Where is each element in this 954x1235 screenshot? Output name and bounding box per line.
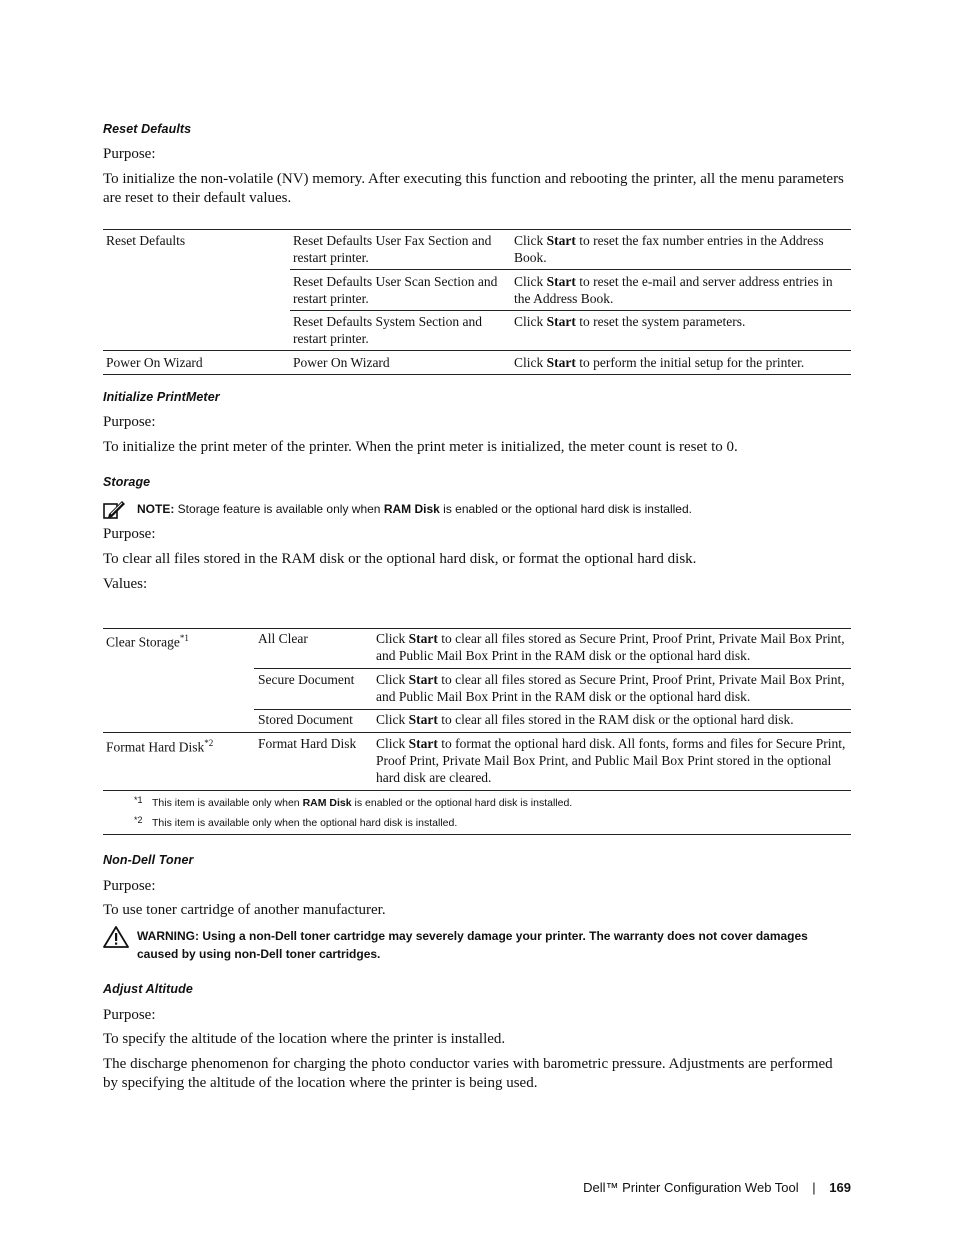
section-heading-reset-defaults: Reset Defaults [103,122,192,136]
table-cell-col2: Reset Defaults System Section and restart printer. [293,314,482,346]
table-rule [103,732,851,733]
table-rule [103,229,851,230]
footer-title: Dell™ Printer Configuration Web Tool [583,1180,799,1195]
table-cell-col2: Format Hard Disk [258,736,357,751]
footnote-mark: *1 [134,795,143,805]
table-rule [103,350,851,351]
purpose-label: Purpose: [103,526,156,542]
table-cell-col3: Click Start to reset the fax number entries in the Address Book. [514,233,824,265]
table-cell-col2: Secure Document [258,672,355,687]
table-cell-col1: Clear Storage$^{*1}$ [106,633,189,650]
table-rule [290,310,851,311]
section-heading-adjust-altitude: Adjust Altitude [103,982,193,996]
purpose-text: To initialize the print meter of the printer. When the print meter is initialized, the meter count is reset to 0. [103,439,738,455]
purpose-label: Purpose: [103,1007,156,1023]
purpose-label: Purpose: [103,414,156,430]
table-cell-col2: Power On Wizard [293,355,390,370]
table-cell-col3: Click Start to clear all files stored as Secure Print, Proof Print, Private Mail Box Print, and Public Mail Box Print in the RAM disk or the optional hard disk. [376,672,845,704]
table-cell-col1: Format Hard Disk$^{*2}$ [106,738,214,755]
footnote-mark: *2 [134,815,143,825]
purpose-text: To clear all files stored in the RAM disk or the optional hard disk, or format the optional hard disk. [103,551,697,567]
section-heading-initialize-printmeter: Initialize PrintMeter [103,390,220,404]
purpose-text: To initialize the non-volatile (NV) memory. After executing this function and rebooting the printer, all the menu parameters are reset to their default values. [103,171,844,206]
table-rule [103,374,851,375]
table-cell-col3: Click Start to perform the initial setup for the printer. [514,355,805,370]
warning-text: WARNING: Using a non-Dell toner cartridge may severely damage your printer. The warranty does not cover damages caused by using non-Dell toner cartridges. [137,929,808,961]
purpose-label: Purpose: [103,878,156,894]
warning-triangle-icon [103,926,129,953]
section-heading-non-dell-toner: Non-Dell Toner [103,853,194,867]
purpose-text: To use toner cartridge of another manufacturer. [103,902,386,918]
table-rule [103,628,851,629]
footnote-text: This item is available only when the optional hard disk is installed. [152,817,458,829]
table-cell-col3: Click Start to clear all files stored in the RAM disk or the optional hard disk. [376,712,794,727]
table-cell-col3: Click Start to reset the e-mail and server address entries in the Address Book. [514,274,833,306]
table-rule [103,834,851,835]
table-cell-col2: All Clear [258,631,308,646]
table-cell-col2: Reset Defaults User Scan Section and restart printer. [293,274,498,306]
footnote-text: This item is available only when RAM Disk is enabled or the optional hard disk is installed. [152,797,573,809]
table-rule [254,668,851,669]
purpose-text: To specify the altitude of the location where the printer is installed. [103,1031,506,1047]
table-cell-col1: Power On Wizard [106,355,203,370]
table-cell-col1: Reset Defaults [106,233,186,248]
table-rule [103,790,851,791]
footer-separator: | [812,1180,816,1195]
page-footer [583,1180,851,1195]
table-cell-col2: Stored Document [258,712,353,727]
table-cell-col3: Click Start to clear all files stored as Secure Print, Proof Print, Private Mail Box Print, and Public Mail Box Print in the RAM disk or the optional hard disk. [376,631,845,663]
storage-note: NOTE: Storage feature is available only when RAM Disk is enabled or the optional hard disk is installed. [137,502,692,516]
note-pencil-icon [103,499,127,524]
table-cell-col2: Reset Defaults User Fax Section and restart printer. [293,233,492,265]
page-number: 169 [829,1180,851,1195]
table-cell-col3: Click Start to reset the system parameters. [514,314,746,329]
section-heading-storage: Storage [103,475,151,489]
table-rule [290,269,851,270]
purpose-label: Purpose: [103,146,156,162]
table-cell-col3: Click Start to format the optional hard disk. All fonts, forms and files for Secure Print, Proof Print, Private Mail Box Print, and Public Mail Box Print stored in the optional hard disk are cleared. [376,736,846,785]
values-label: Values: [103,576,148,592]
table-rule [254,709,851,710]
detail-text: The discharge phenomenon for charging the photo conductor varies with barometric pressure. Adjustments are performed by specifying the altitude of the location where the printer is being used. [103,1056,833,1091]
